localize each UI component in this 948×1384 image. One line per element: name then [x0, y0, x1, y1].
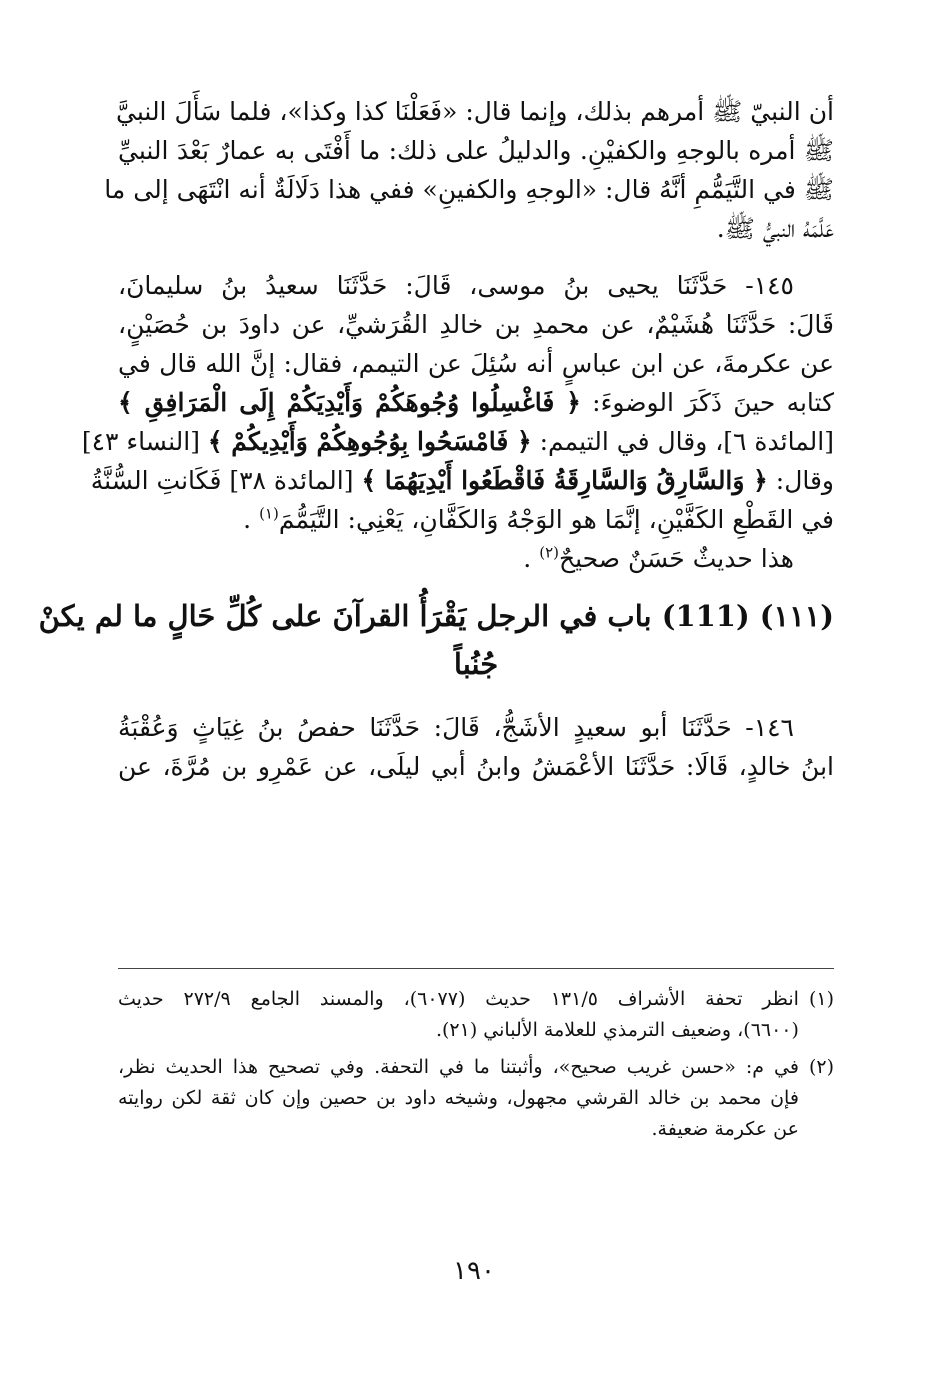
text-segment: [المائدة ٦]، وقال في التيمم: — [539, 427, 834, 456]
footnote-number: (١) — [808, 988, 834, 1010]
text-line — [118, 383, 834, 422]
footnote-line: (٦٦٠٠)، وضعيف الترمذي للعلامة الألباني (٢١). — [435, 1019, 799, 1041]
footnotes — [118, 984, 834, 1151]
footnote-line: عن عكرمة ضعيفة. — [651, 1118, 799, 1140]
text-line: ﷺ أمره بالوجهِ والكفيْنِ. والدليلُ على ذلك: ما أَفْتَى به عمارٌ بَعْدَ النبيِّ — [118, 136, 834, 165]
footnote-line: فإن محمد بن خالد القرشي مجهول، وشيخه داود بن حصين وإن كان ثقة لكن روايته — [118, 1087, 799, 1109]
hadith-grade — [118, 539, 834, 578]
chapter-title: (١١١) (111) باب في الرجل يَقْرَأُ القرآنَ على كُلِّ حَالٍ ما لم يكنْ — [38, 599, 834, 633]
text-segment: كتابه حينَ ذَكَرَ الوضوءَ: — [592, 388, 834, 417]
text-segment: هذا حديثٌ حَسَنٌ صحيحٌ — [558, 544, 794, 573]
text-line: ﷺ في التَّيَمُّمِ أنَّهُ قال: «الوجهِ والكفينِ» ففي هذا دَلَالَةٌ أنه انْتَهَى إلى ما — [104, 175, 834, 204]
intro-paragraph — [104, 92, 834, 248]
text-segment: . — [243, 505, 252, 534]
text-segment: . — [523, 544, 532, 573]
text-line: قَالَ: حَدَّثَنَا هُشَيْمٌ، عن محمدِ بن خالدِ القُرَشيِّ، عن داودَ بن حُصَيْنٍ، — [118, 310, 834, 339]
footnote-divider — [118, 968, 834, 969]
quran-verse: ﴿ فَامْسَحُوا بِوُجُوهِكُمْ وَأَيْدِيكُمْ ﴾ — [207, 427, 532, 456]
text-line — [90, 461, 834, 500]
verse-reference: [النساء ٤٣] — [81, 427, 200, 456]
hadith-146 — [118, 708, 834, 786]
footnote-marker: (٢) — [539, 543, 559, 562]
footnote-line: في م: «حسن غريب صحيح»، وأثبتنا ما في التحفة. وفي تصحيح هذا الحديث نظر، — [118, 1056, 799, 1078]
text-line: ابنُ خالدٍ، قَالَا: حَدَّثَنَا الأعْمَشُ وابنُ أبي ليلَى، عن عَمْرِو بن مُرَّةَ، عن — [118, 752, 834, 781]
quran-verse: ﴿ فَاغْسِلُوا وُجُوهَكُمْ وَأَيْدِيَكُمْ إِلَى الْمَرَافِقِ ﴾ — [118, 388, 581, 417]
main-text — [38, 92, 834, 786]
hadith-145 — [81, 266, 834, 578]
text-line: أن النبيّ ﷺ أمرهم بذلك، وإنما قال: «فَعَلْنَا كذا وكذا»، فلما سَأَلَ النبيَّ — [116, 97, 834, 126]
text-segment: وقال: — [775, 466, 834, 495]
footnote — [118, 1052, 834, 1145]
text-line: عن عكرمةَ، عن ابن عباسٍ أنه سُئِلَ عن التيمم، فقال: إنَّ الله قال في — [118, 349, 834, 378]
text-line — [118, 500, 834, 539]
text-line: عَلَّمَهُ النبيُّ ﷺ. — [716, 214, 834, 243]
chapter-title: جُنُباً — [453, 647, 499, 681]
footnote — [118, 984, 834, 1046]
text-line: ١٤٥- حَدَّثَنَا يحيى بنُ موسى، قَالَ: حَدَّثَنَا سعيدُ بنُ سليمانَ، — [118, 271, 794, 300]
chapter-heading — [38, 592, 834, 688]
text-line — [81, 422, 834, 461]
quran-verse: ﴿ وَالسَّارِقُ وَالسَّارِقَةُ فَاقْطَعُوا أَيْدِيَهُمَا ﴾ — [361, 466, 768, 495]
verse-reference: [المائدة ٣٨] فَكَانتِ السُّنَّةُ — [90, 466, 354, 495]
footnote-number: (٢) — [808, 1056, 834, 1078]
footnote-line: انظر تحفة الأشراف ١٣١/٥ حديث (٦٠٧٧)، والمسند الجامع ٢٧٢/٩ حديث — [118, 988, 799, 1010]
text-segment: في القَطْعِ الكَفَّيْنِ، إنَّمَا هو الوَجْهُ وَالكَفَّانِ، يَعْنِي: التَّيَمُّمَ — [278, 505, 834, 534]
page-number: ١٩٠ — [453, 1256, 495, 1286]
footnote-marker: (١) — [259, 504, 279, 523]
text-line: ١٤٦- حَدَّثَنَا أبو سعيدٍ الأشَجُّ، قَالَ: حَدَّثَنَا حفصُ بنُ غِيَاثٍ وَعُقْبَةُ — [118, 713, 794, 742]
